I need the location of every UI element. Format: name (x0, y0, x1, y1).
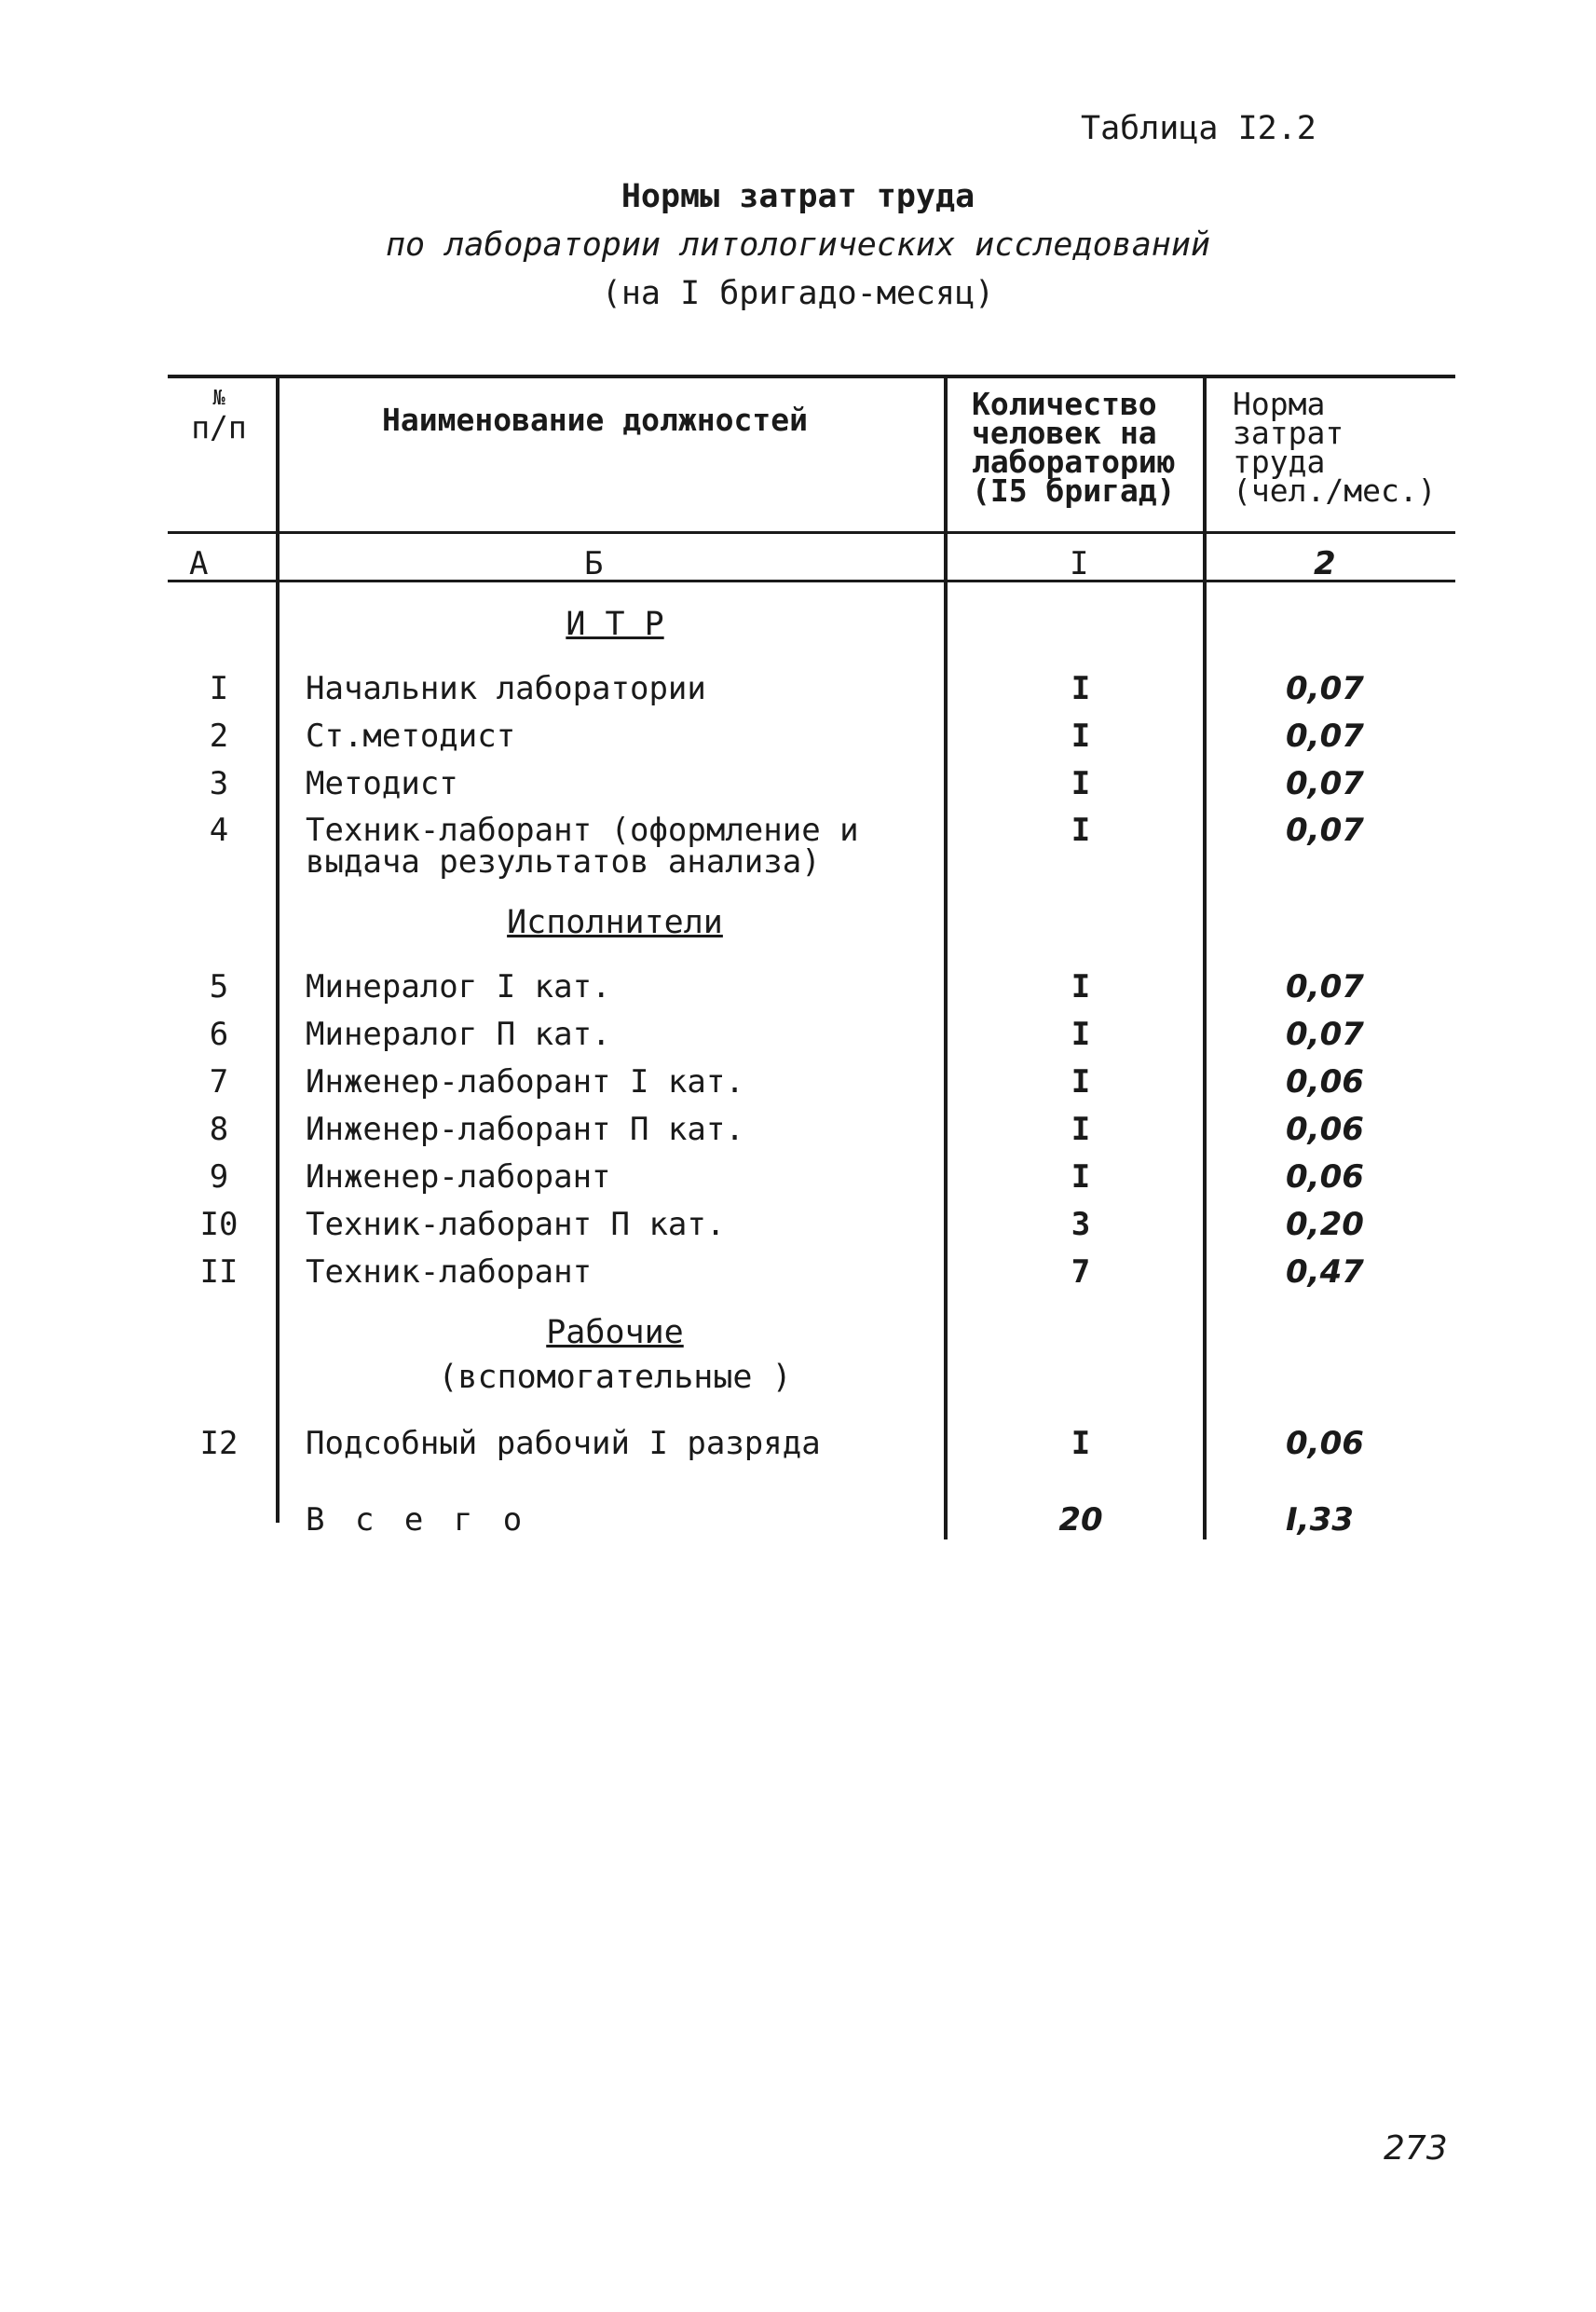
header-name: Наименование должностей (382, 402, 808, 438)
column-ids-bottom-rule (168, 580, 1455, 582)
header-bottom-rule (168, 531, 1455, 534)
title-line-2: по лаборатории литологических исследований (385, 226, 1210, 264)
column-divider-3 (1203, 375, 1207, 1539)
column-id-b: Б (584, 545, 604, 582)
page-number: 273 (1384, 2129, 1448, 2168)
total-label: В с е г о (306, 1501, 528, 1539)
document-page: Таблица I2.2 Нормы затрат труда по лаборатории литологических исследований (на I бригадо-месяц) № п/п Наименование должностей Количество человек на лабораторию (I5 бригад) Норма затрат труда (чел./мес.) А Б I 2 И Т Р Исполнители Рабочие (вспомогательные ) I Начальник лаборатории I 0,07 2 Ст.методист I 0,07 3 Методист I 0,07 4 Техник-лаборант (оформление и выдача результатов анализа) I 0,07 5 Минералог I кат. I 0,07 6 Минералог П кат. I 0,07 7 Инженер-лаборант I кат. I 0,06 8 Инженер-лаборант П кат. I 0,06 9 Инженер-лаборант I 0,06 I0 Техник-лаборант П кат. 3 0,20 II Техник-лаборант 7 0,47 I2 Подсобный рабочий I разряда I 0,06 В с е г о 20 I,33 273 (0, 0, 1596, 2312)
section-itr: И Т Р (566, 606, 664, 643)
header-norm: Норма затрат труда (чел./мес.) (1233, 386, 1437, 509)
section-workers-subtitle: (вспомогательные ) (438, 1359, 792, 1396)
header-count: Количество человек на лабораторию (I5 бригад) (972, 386, 1176, 509)
table-label: Таблица I2.2 (1081, 110, 1316, 147)
table-top-rule (168, 375, 1455, 378)
section-workers: Рабочие (546, 1314, 684, 1351)
title-line-1: Нормы затрат труда (621, 178, 975, 215)
column-id-a: А (189, 545, 209, 582)
section-executors: Исполнители (507, 904, 723, 941)
total-norm: I,33 (1286, 1501, 1354, 1539)
header-number: № п/п (191, 387, 247, 445)
table-title (0, 172, 1596, 318)
total-count: 20 (1058, 1501, 1103, 1539)
title-line-3: (на I бригадо-месяц) (601, 275, 995, 312)
column-id-2: 2 (1314, 545, 1336, 582)
column-id-1: I (1070, 545, 1089, 582)
